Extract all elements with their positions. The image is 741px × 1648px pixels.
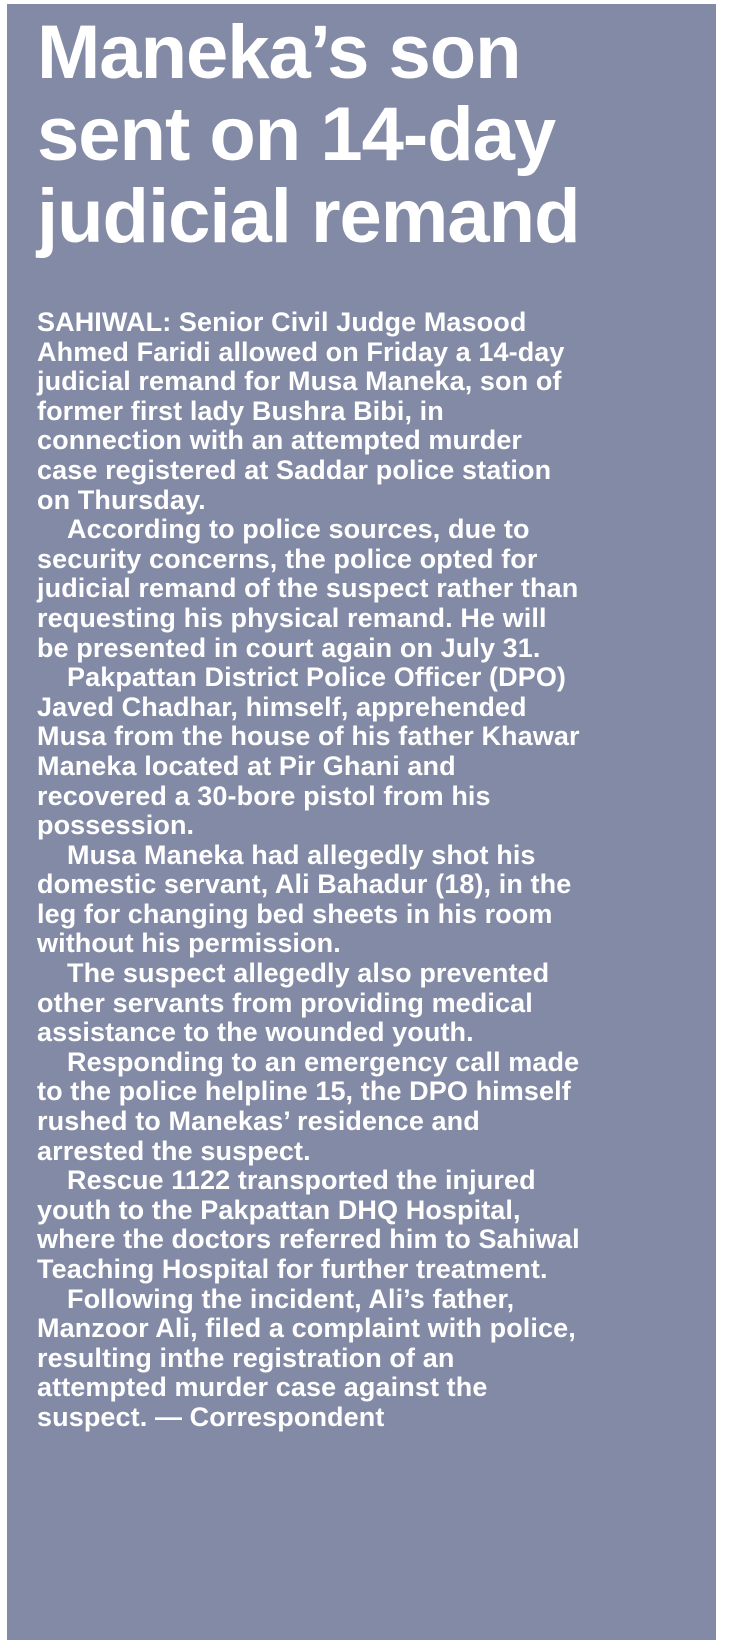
text-line: judicial remand of the suspect rather than [37, 573, 579, 604]
text-line: Musa from the house of his father Khawar [37, 721, 580, 752]
text-line: suspect. — Correspondent [37, 1401, 385, 1432]
paragraph [37, 663, 694, 841]
text-line: Ahmed Faridi allowed on Friday a 14-day [37, 336, 565, 367]
text-line: without his permission. [37, 928, 341, 959]
text-line: According to police sources, due to [67, 514, 530, 545]
text-line: recovered a 30-bore pistol from his [37, 780, 491, 811]
paragraph [37, 1285, 694, 1433]
text-line: resulting inthe registration of an [37, 1342, 455, 1373]
paragraph [37, 515, 694, 663]
text-line: case registered at Saddar police station [37, 454, 552, 485]
headline [37, 12, 694, 258]
text-line: other servants from providing medical [37, 987, 533, 1018]
text-line: Teaching Hospital for further treatment. [37, 1254, 548, 1284]
text-line: be presented in court again on July 31. [37, 632, 541, 663]
headline-line: judicial remand [37, 174, 580, 259]
text-line: judicial remand for Musa Maneka, son of [37, 366, 562, 397]
text-line: Rescue 1122 transported the injured [67, 1165, 536, 1196]
text-line: on Thursday. [37, 484, 206, 515]
text-line: arrested the suspect. [37, 1135, 311, 1166]
text-line: The suspect allegedly also prevented [67, 958, 550, 989]
text-line: Pakpattan District Police Officer (DPO) [67, 662, 567, 693]
news-article-box [7, 4, 716, 1640]
text-line: Following the incident, Ali’s father, [67, 1283, 515, 1314]
text-line: Manzoor Ali, filed a complaint with police, [37, 1313, 576, 1344]
text-line: Musa Maneka had allegedly shot his [67, 839, 536, 870]
text-line: to the police helpline 15, the DPO himself [37, 1076, 571, 1107]
text-line: SAHIWAL: Senior Civil Judge Masood [37, 307, 527, 337]
headline-line: Maneka’s son [37, 10, 521, 95]
text-line: connection with an attempted murder [37, 425, 523, 456]
text-line: possession. [37, 810, 195, 841]
paragraph [37, 841, 694, 959]
paragraph-dateline [37, 308, 694, 515]
text-line: attempted murder case against the [37, 1372, 488, 1403]
text-line: leg for changing bed sheets in his room [37, 898, 553, 929]
text-line: Javed Chadhar, himself, apprehended [37, 691, 527, 722]
text-line: domestic servant, Ali Bahadur (18), in the [37, 869, 572, 900]
paragraph [37, 959, 694, 1048]
article-body [37, 308, 694, 1433]
paragraph [37, 1048, 694, 1166]
text-line: requesting his physical remand. He will [37, 602, 547, 633]
text-line: assistance to the wounded youth. [37, 1017, 474, 1048]
text-line: youth to the Pakpattan DHQ Hospital, [37, 1194, 521, 1225]
text-line: Responding to an emergency call made [67, 1046, 580, 1077]
text-line: Maneka located at Pir Ghani and [37, 750, 456, 781]
paragraph [37, 1166, 694, 1284]
text-line: where the doctors referred him to Sahiwal [37, 1224, 580, 1255]
text-line: former first lady Bushra Bibi, in [37, 395, 444, 426]
headline-line: sent on 14-day [37, 92, 556, 177]
text-line: security concerns, the police opted for [37, 543, 538, 574]
text-line: rushed to Manekas’ residence and [37, 1106, 480, 1137]
